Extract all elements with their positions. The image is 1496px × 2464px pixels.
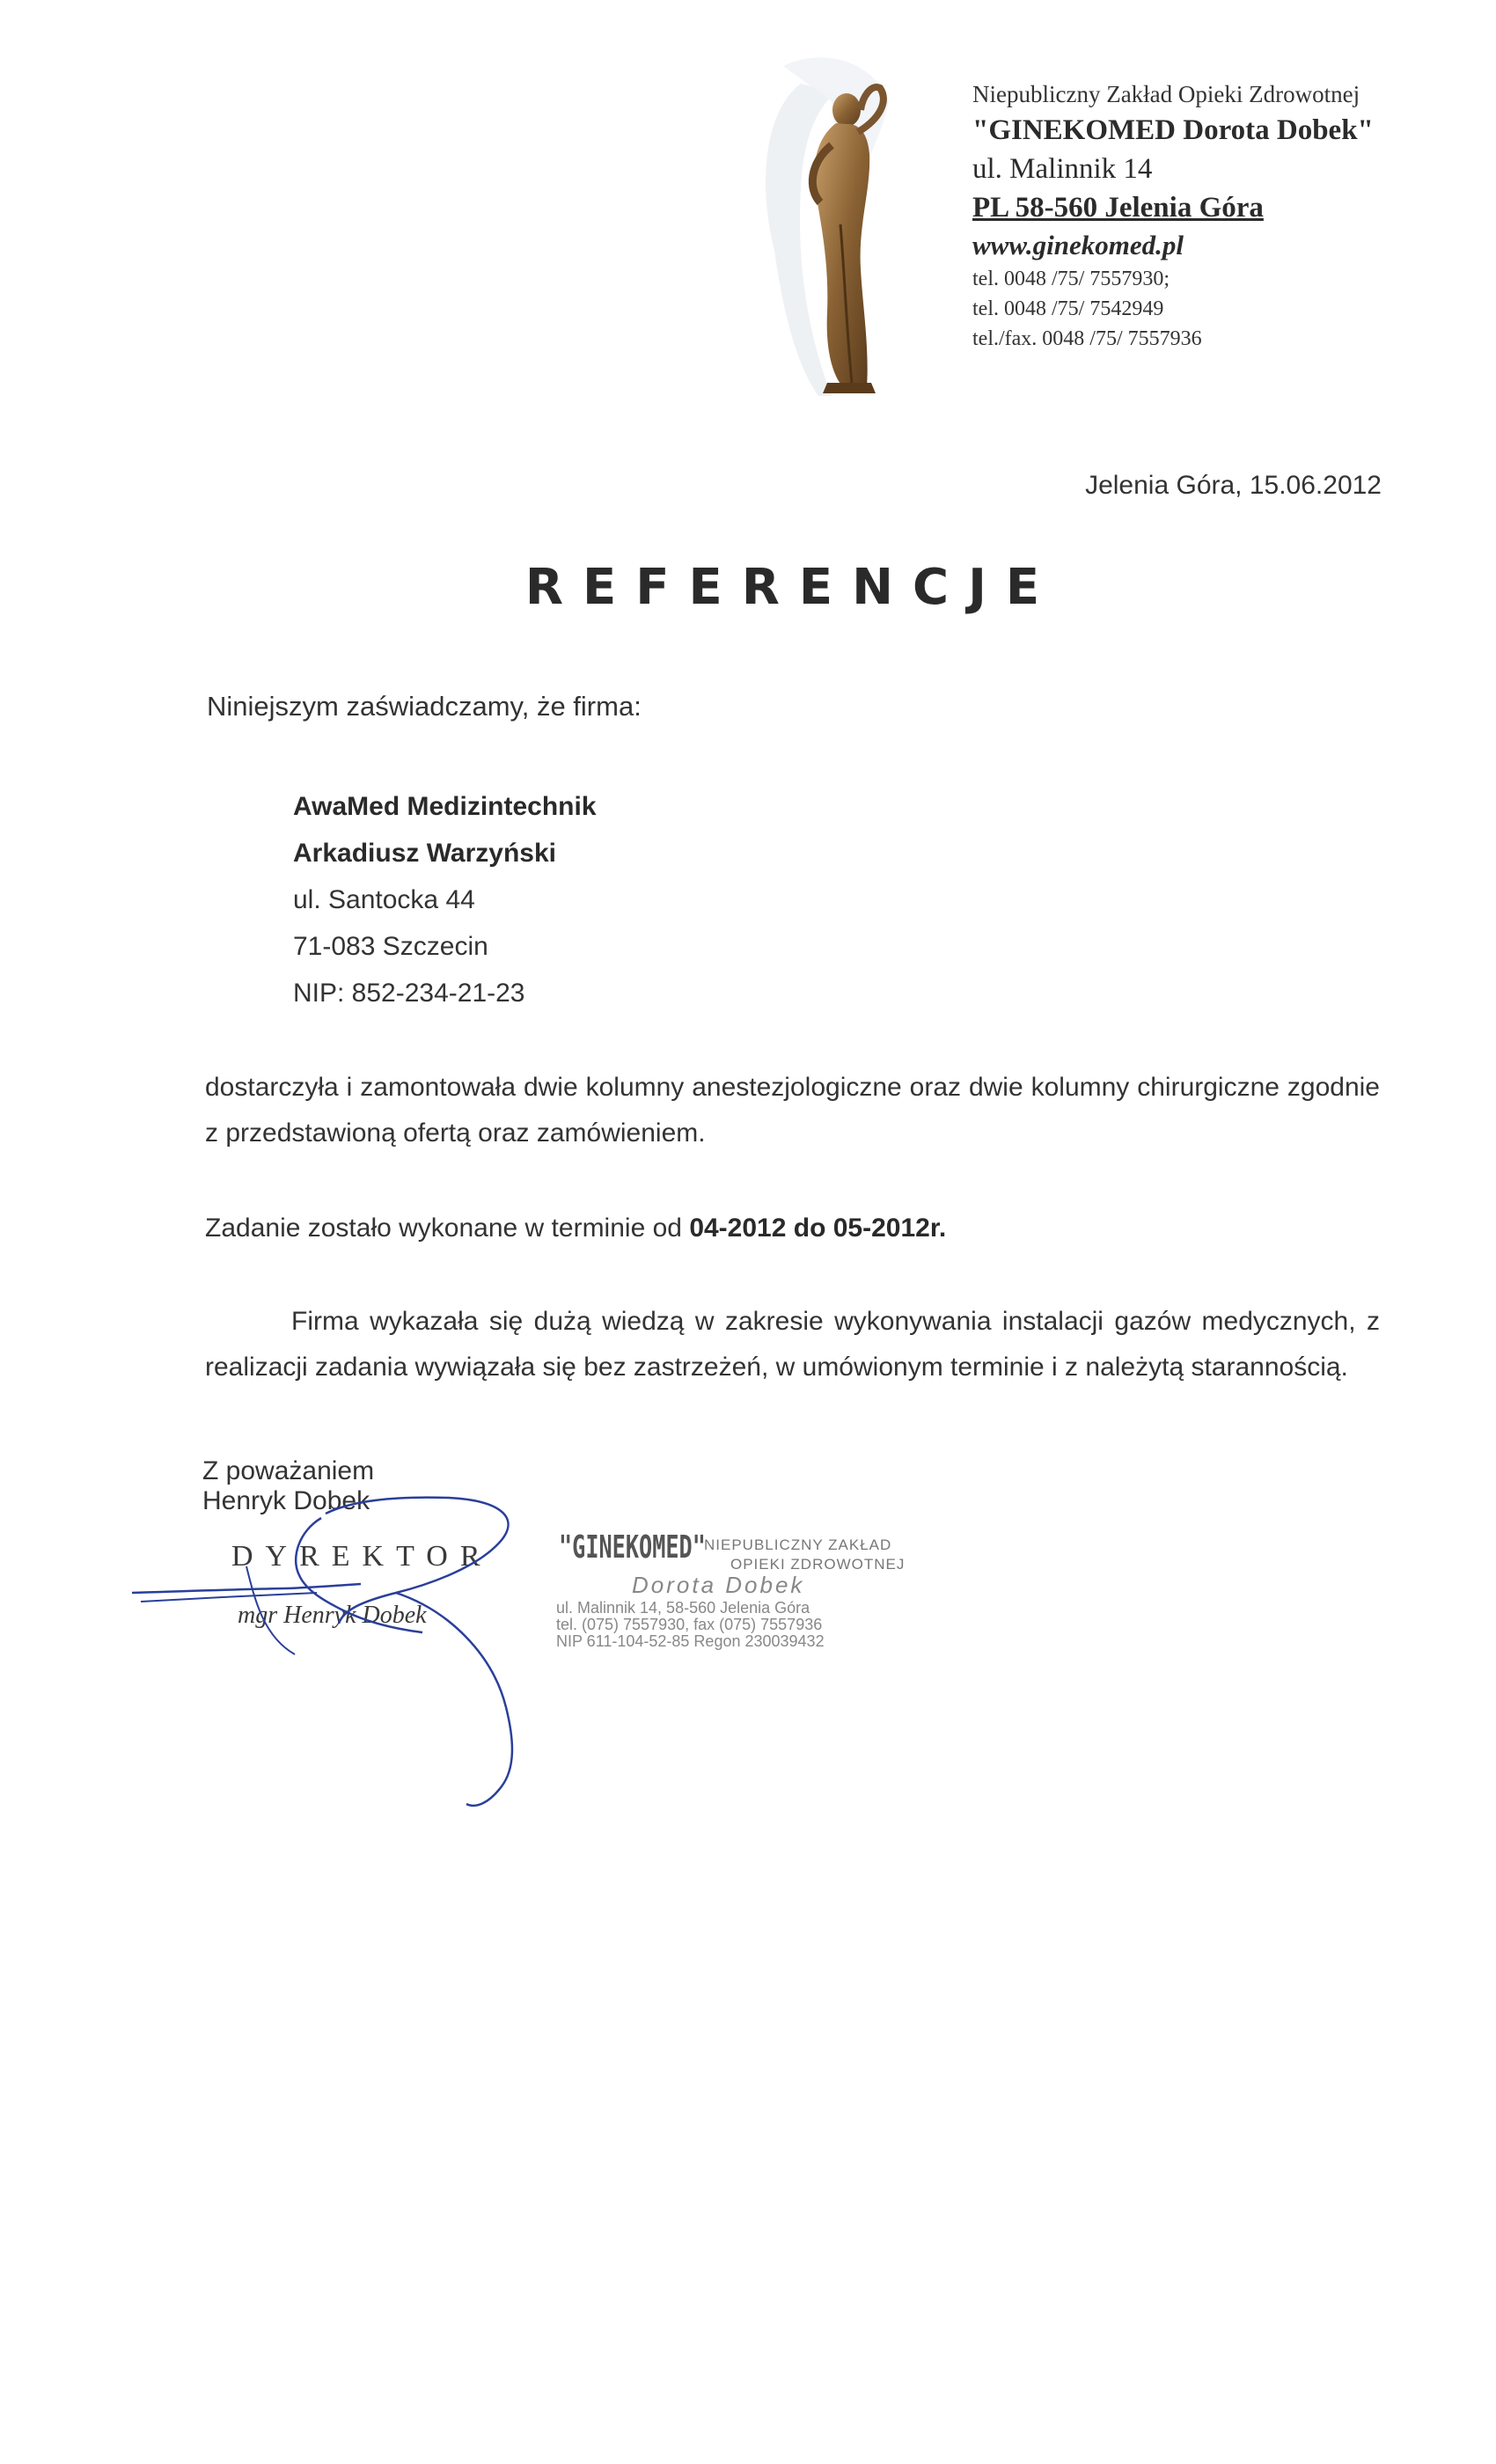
paragraph-term [205, 1206, 1380, 1251]
letterhead-line1: Niepubliczny Zakład Opieki Zdrowotnej [972, 81, 1360, 107]
letterhead-street: ul. Malinnik 14 [972, 153, 1153, 185]
stamp-clinic: "GINEKOMED" [559, 1529, 706, 1566]
letterhead-city: PL 58-560 Jelenia Góra [972, 192, 1264, 224]
stamp-role: DYREKTOR [231, 1540, 493, 1573]
stamp-address-block [556, 1600, 825, 1650]
company-owner: Arkadiusz Warzyński [293, 839, 556, 868]
company-name: AwaMed Medizintechnik [293, 792, 597, 821]
paragraph-term-dates: 04-2012 do 05-2012r. [689, 1214, 947, 1243]
stamp-person: mgr Henryk Dobek [238, 1602, 427, 1629]
letterhead-name: "GINEKOMED Dorota Dobek" [972, 114, 1374, 146]
paragraph-assessment: Firma wykazała się dużą wiedzą w zakresie wykonywania instalacji gazów medycznych, z realizacji zadania wywiązała się bez zastrzeżeń, w umówionym terminie i z należytą starannością. [205, 1307, 1380, 1382]
closing-greeting: Z poważaniem [202, 1456, 375, 1485]
letterhead-tel1: tel. 0048 /75/ 7557930; [972, 268, 1170, 290]
letter-date: Jelenia Góra, 15.06.2012 [1085, 471, 1382, 500]
sculpture-figure-icon [748, 48, 906, 400]
letterhead-tel2: tel. 0048 /75/ 7542949 [972, 297, 1164, 320]
handwritten-signature [132, 1478, 590, 1813]
stamp-clinic-type [704, 1536, 905, 1574]
stamp-phones: tel. (075) 7557930, fax (075) 7557936 [556, 1616, 823, 1633]
company-nip: NIP: 852-234-21-23 [293, 979, 525, 1008]
letterhead-fax: tel./fax. 0048 /75/ 7557936 [972, 327, 1202, 350]
stamp-address: ul. Malinnik 14, 58-560 Jelenia Góra [556, 1599, 810, 1617]
company-block [293, 783, 597, 1016]
letter-title: REFERENCJE [524, 559, 1060, 616]
letterhead [972, 77, 1465, 354]
stamp-clinic-type-2: OPIEKI ZDROWOTNEJ [730, 1556, 906, 1573]
company-street: ul. Santocka 44 [293, 885, 475, 914]
stamp-owner: Dorota Dobek [632, 1572, 805, 1598]
stamp-ids: NIP 611-104-52-85 Regon 230039432 [556, 1632, 825, 1650]
stamp-clinic-type-1: NIEPUBLICZNY ZAKŁAD [704, 1536, 892, 1553]
paragraph-delivery: dostarczyła i zamontowała dwie kolumny anestezjologiczne oraz dwie kolumny chirurgiczne zgodnie z przedstawioną ofertą oraz zamówieniem. [205, 1073, 1380, 1148]
intro-text: Niniejszym zaświadczamy, że firma: [207, 691, 642, 722]
letterhead-website[interactable]: www.ginekomed.pl [972, 230, 1184, 260]
paragraph-term-text: Zadanie zostało wykonane w terminie od [205, 1214, 690, 1243]
company-city: 71-083 Szczecin [293, 932, 488, 961]
closing-signer: Henryk Dobek [202, 1486, 370, 1515]
